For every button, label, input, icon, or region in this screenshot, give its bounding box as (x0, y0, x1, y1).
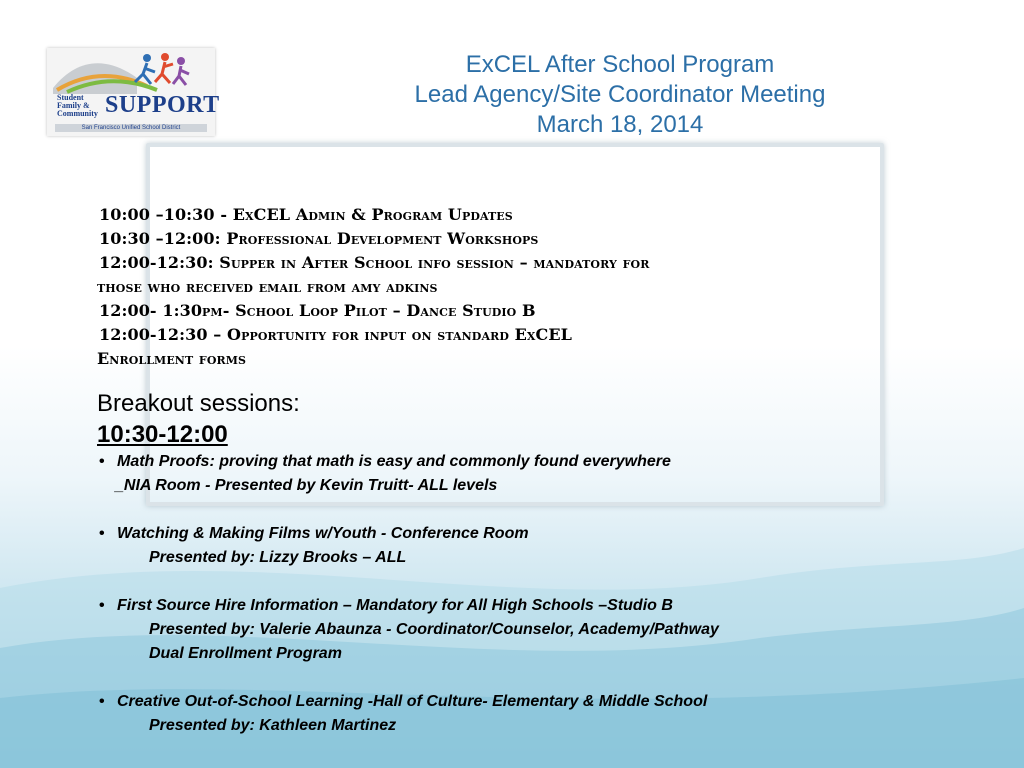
session-title: Creative Out-of-School Learning -Hall of Culture- Elementary & Middle School (117, 693, 708, 710)
bullet-icon: • (99, 525, 105, 542)
schedule-line: 12:00-12:30 – Opportunity for input on standard ExCEL (99, 325, 573, 344)
session-detail: _NIA Room - Presented by Kevin Truitt- ALL levels (115, 477, 498, 494)
logo-district: San Francisco Unified School District (55, 124, 207, 132)
session-title: First Source Hire Information – Mandatory for All High Schools –Studio B (117, 597, 673, 614)
session-detail: Presented by: Lizzy Brooks – ALL (149, 549, 407, 566)
schedule-list (97, 203, 877, 371)
schedule-line: 12:00-12:30: Supper in After School info session – mandatory for (99, 253, 650, 272)
schedule-line: Enrollment forms (97, 349, 247, 368)
title-line-1: ExCEL After School Program (465, 51, 775, 78)
bullet-icon: • (99, 597, 105, 614)
session-item (97, 594, 897, 666)
sfusd-support-logo (47, 48, 220, 136)
logo-figures-icon (47, 48, 215, 94)
breakout-heading: Breakout sessions: (97, 390, 300, 417)
title-line-2: Lead Agency/Site Coordinator Meeting (414, 81, 826, 108)
bullet-icon: • (99, 693, 105, 710)
schedule-line: 10:30 –12:00: Professional Development Workshops (99, 229, 539, 248)
schedule-line: 12:00- 1:30pm- School Loop Pilot – Dance Studio B (99, 301, 536, 320)
bullet-icon: • (99, 453, 105, 470)
session-item (97, 450, 897, 498)
session-item (97, 522, 897, 570)
logo-small-text: Student Family & Community (57, 93, 98, 118)
session-detail: Presented by: Valerie Abaunza - Coordinator/Counselor, Academy/Pathway (149, 621, 719, 638)
session-item (97, 690, 897, 738)
session-detail: Dual Enrollment Program (149, 645, 342, 662)
session-title: Watching & Making Films w/Youth - Conference Room (117, 525, 529, 542)
schedule-line: those who received email from amy adkins (97, 277, 438, 296)
breakout-time: 10:30-12:00 (97, 421, 228, 448)
title-line-3: March 18, 2014 (536, 111, 704, 138)
session-title: Math Proofs: proving that math is easy and commonly found everywhere (117, 453, 671, 470)
logo-brand: SUPPORT (105, 92, 220, 118)
session-detail: Presented by: Kathleen Martinez (149, 717, 397, 734)
page-title (340, 50, 900, 140)
breakout-sessions (97, 388, 897, 738)
schedule-line: 10:00 –10:30 - ExCEL Admin & Program Updates (99, 205, 513, 224)
